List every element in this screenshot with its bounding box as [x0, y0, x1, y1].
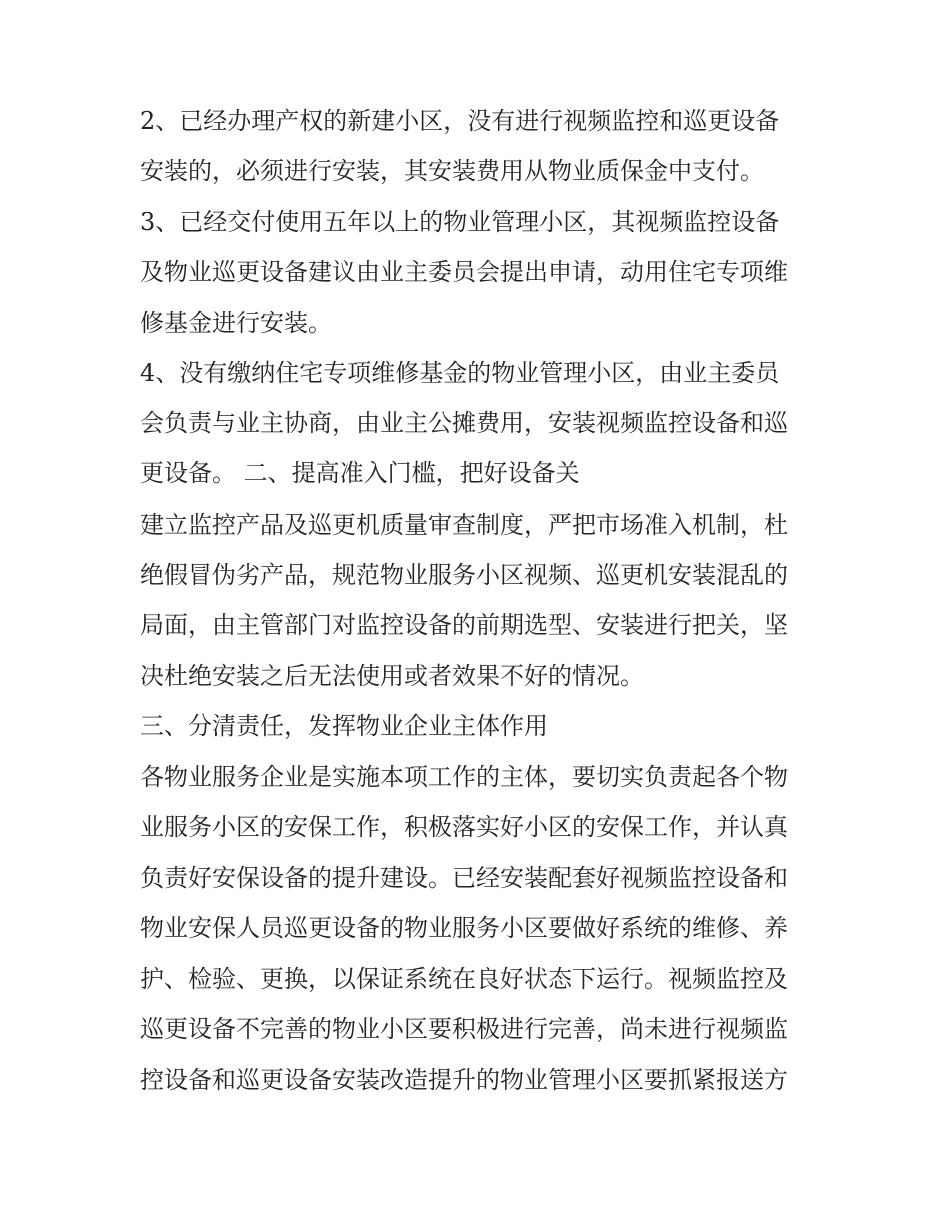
text-line: 护、检验、更换，以保证系统在良好状态下运行。视频监控及	[140, 965, 788, 993]
text-line: 控设备和巡更设备安装改造提升的物业管理小区要抓紧报送方	[140, 1066, 788, 1094]
section-heading: 三、分清责任，发挥物业企业主体作用	[140, 712, 548, 740]
text-line: 决杜绝安装之后无法使用或者效果不好的情况。	[140, 662, 644, 690]
text-line: 更设备。 二、提高准入门槛，把好设备关	[140, 459, 580, 487]
text-line: 4、没有缴纳住宅专项维修基金的物业管理小区，由业主委员	[140, 359, 780, 387]
text-line: 2、已经办理产权的新建小区，没有进行视频监控和巡更设备	[140, 107, 780, 135]
text-line: 巡更设备不完善的物业小区要积极进行完善，尚未进行视频监	[140, 1015, 788, 1043]
text-line: 各物业服务企业是实施本项工作的主体，要切实负责起各个物	[140, 763, 788, 791]
text-line: 及物业巡更设备建议由业主委员会提出申请，动用住宅专项维	[140, 258, 788, 286]
text-line: 建立监控产品及巡更机质量审查制度，严把市场准入机制，杜	[140, 511, 788, 539]
text-line: 物业安保人员巡更设备的物业服务小区要做好系统的维修、养	[140, 914, 788, 942]
text-line: 会负责与业主协商，由业主公摊费用，安装视频监控设备和巡	[140, 409, 788, 437]
text-line: 3、已经交付使用五年以上的物业管理小区，其视频监控设备	[140, 208, 780, 236]
text-line: 绝假冒伪劣产品，规范物业服务小区视频、巡更机安装混乱的	[140, 561, 788, 589]
text-line: 修基金进行安装。	[140, 309, 332, 337]
text-line: 负责好安保设备的提升建设。已经安装配套好视频监控设备和	[140, 864, 788, 892]
text-line: 业服务小区的安保工作，积极落实好小区的安保工作，并认真	[140, 813, 788, 841]
text-line: 安装的，必须进行安装，其安装费用从物业质保金中支付。	[140, 157, 764, 185]
text-line: 局面，由主管部门对监控设备的前期选型、安装进行把关，坚	[140, 611, 788, 639]
